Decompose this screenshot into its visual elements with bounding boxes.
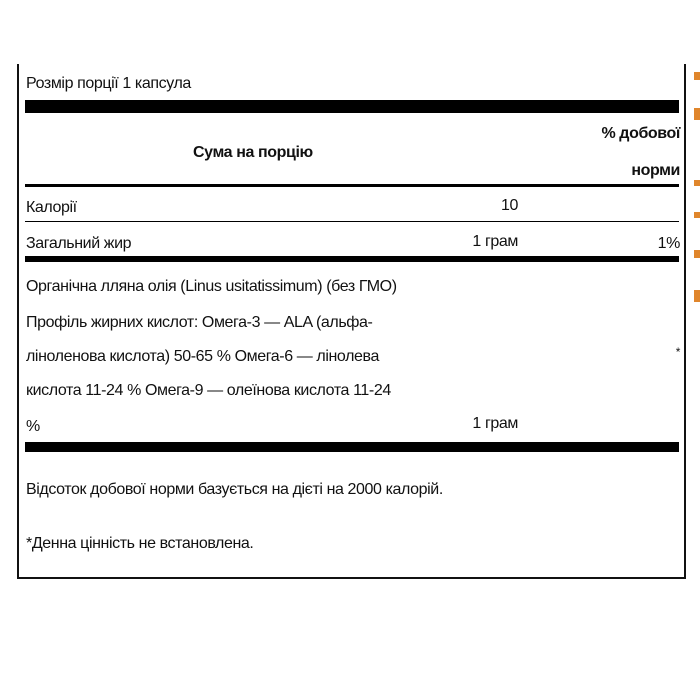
edge-mark	[694, 72, 700, 80]
nutrient-dv: 1%	[657, 235, 680, 252]
ingredient-line: Профіль жирних кислот: Омега-3 — ALA (альфа-	[26, 314, 373, 331]
edge-mark	[694, 180, 700, 186]
ingredient-line: Органічна лляна олія (Linus usitatissimum) (без ГМО)	[26, 278, 397, 295]
nutrient-label: Калорії	[26, 199, 77, 216]
divider-thick	[25, 100, 679, 113]
ingredient-line: ліноленова кислота) 50-65 % Омега-6 — лінолева	[26, 348, 379, 365]
serving-size: Розмір порції 1 капсула	[26, 75, 191, 92]
edge-mark	[694, 108, 700, 120]
edge-mark	[694, 290, 700, 302]
amount-per-serving-header: Сума на порцію	[193, 144, 313, 161]
nutrient-label: Загальний жир	[26, 235, 132, 252]
nutrient-amount: 1 грам	[472, 233, 518, 250]
divider-thick	[25, 442, 679, 452]
daily-value-header-2: норми	[631, 162, 680, 179]
daily-value-header-1: % добової	[601, 125, 680, 142]
ingredient-line: %	[26, 418, 40, 435]
nutrition-facts-panel	[17, 64, 686, 579]
divider-thick	[25, 256, 679, 262]
edge-mark	[694, 250, 700, 258]
nutrient-amount: 10	[501, 197, 518, 214]
footnote-not-established: *Денна цінність не встановлена.	[26, 535, 254, 552]
divider-thin	[25, 221, 679, 222]
divider-medium	[25, 184, 679, 187]
ingredient-line: кислота 11-24 % Омега-9 — олеїнова кислота 11-24	[26, 382, 391, 399]
ingredient-dv: *	[675, 345, 680, 359]
footnote-daily-value: Відсоток добової норми базується на дієті на 2000 калорій.	[26, 481, 443, 498]
edge-mark	[694, 212, 700, 218]
ingredient-amount: 1 грам	[472, 415, 518, 432]
